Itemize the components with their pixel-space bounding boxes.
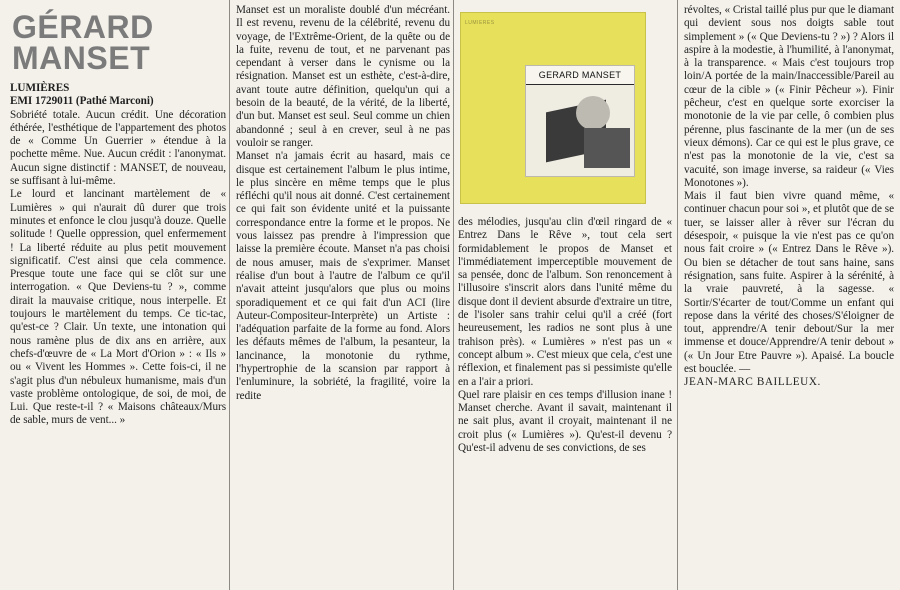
column-rule (229, 0, 230, 590)
cover-face (576, 96, 610, 130)
album-title: LUMIÈRES (10, 82, 70, 94)
article-title (12, 9, 226, 76)
record-label: EMI 1729011 (Pathé Marconi) (10, 95, 154, 108)
paragraph: des mélodies, jusqu'au clin d'œil ringard de « Entrez Dans le Rêve », tout cela sert formidablement le propos de Manset et l'immédiatement imperceptible mouvement de sa pensée, donc de l'album. Son renoncement à l'illusoire s'inscrit alors dans l'unité même du disque dont il devient absurde d'extraire un titre, de l'isoler sans trahir celui qu'il a créé (fort heureusement, les radios ne sont plus à une trahison près). « Lumières » n'est pas un « concept album ». C'est mieux que cela, c'est une réflexion, et finalement pas si pessimiste qu'elle en a l'air a priori. (458, 216, 672, 388)
cover-shape (584, 128, 630, 168)
column-rule (677, 0, 678, 590)
paragraph: Le lourd et lancinant martèlement de « Lumières » qui n'aurait dû durer que trois minutes et enfonce le clou jusqu'à douze. Quelle solitude ! Quelle oppression, quel enfermement ! La liberté réduite au plus petit mouvement significatif. C'est ainsi que cela commence. Presque toute une face qui se clôt sur une interrogation. « Que Deviens-tu ? », comme dirait la mauvaise critique, nous interpelle. Et toujours le martèlement du temps. Ce tic-tac, qu'est-ce ? Clair. Un texte, une intonation qui nous ramène plus de dix ans en arrière, aux chefs-d'œuvre de « La Mort d'Orion » : « Ils » ou « Vivent les Hommes ». Cette fois-ci, il ne s'agit plus d'un nébuleux humanisme, mais d'un vaste problème ontologique, de soi, de moi, de Lui. Que reste-t-il ? « Maisons châteaux/Murs de sable, murs de vent... » (10, 188, 226, 427)
album-cover-image (460, 12, 646, 204)
paragraph: Mais il faut bien vivre quand même, « continuer chacun pour soi », et plutôt que de se tuer, se laisser aller à rêver sur l'écran du désespoir, « puisque la vie n'est pas ce qu'on nous fait croire » (« Entrez Dans le Rêve »). Ou bien se détacher de tout sans haine, sans résignation, sans fuite. Aspirer à la sérénité, à la vraie pauvreté, à la sagesse. « Sortir/S'écarter de tout/Comme un enfant qui repose dans la vérité des choses/S'éloigner de tout, apprendre/A tenir debout/Sur la mer immense et douce/Apprendre/A tenir debout » (« Un Jour Etre Pauvre »). Apaisé. La boucle est bouclée. — (684, 190, 894, 376)
paragraph: Manset n'a jamais écrit au hasard, mais ce disque est certainement l'album le plus intime, le plus sincère en même temps que le plus réfléchi qu'il nous ait donné. C'est certainement ce qui fait son évidente unité et la puissante correspondance entre la forme et le propos. Ne vous laissez pas prendre à l'impression que laisse la première écoute. Manset n'a pas choisi de nous amuser, mais de s'exprimer. Manset réalise d'un bout à l'autre de l'album ce qu'il n'avait atteint jusqu'alors que plus ou moins sporadiquement et ce qui fait d'un ACI (lire Auteur-Compositeur-Interprète) un Artiste : l'adéquation parfaite de la forme au fond. Alors les défauts mêmes de l'album, la pesanteur, la lancinance, la monotonie du rythme, l'hypertrophie de la scansion par rapport à l'enluminure, la sobriété, la fragilité, voire la redite (236, 150, 450, 402)
column-1 (10, 4, 226, 586)
paragraph: Quel rare plaisir en ces temps d'illusion inane ! Manset cherche. Avant il savait, maintenant il ne sait plus, avant il croyait, maintenant il ne croit plus (« Lumières »). Qu'est-il devenu ? Qu'est-il advenu de ses convictions, de ses (458, 388, 672, 455)
paragraph: Manset est un moraliste doublé d'un mécréant. Il est revenu, revenu de la célébrité, revenu du voyage, de l'Extrême-Orient, de la quête ou de la fuite, revenu de tout, et ne parvenant pas cependant à verser dans le cynisme ou la résignation. Manset est un esthète, c'est-à-dire, avant toute autre définition, quelqu'un qui a besoin de la beauté, de la vérité, de la liberté, d'un but. Manset est seul. Seul comme un chien abandonné ; seul à en crever, seul à ne pas vouloir se ranger. (236, 4, 450, 149)
column-4 (684, 4, 894, 586)
column-rule (453, 0, 454, 590)
column-3 (458, 4, 672, 586)
cover-strip-text: LUMIERES (465, 20, 495, 26)
paragraph: révoltes, « Cristal taillé plus pur que le diamant qui devient sous nos doigts sable tout simplement » (« Que Deviens-tu ? ») ? Alors il aspire à la modestie, à l'humilité, à l'anonymat, à la transparence. « Mais c'est toujours trop loin/A portée de la main/Inaccessible/Pareil au cœur de la cible » (« Finir Pêcheur »). Finir pêcheur, c'est en quelque sorte exorciser la monotonie de la vie par celle, ô combien plus pérenne, plus fascinante de la mer (un de ses vieux démons). Car ce qui est le plus grave, ce n'est pas la monotonie de la vie, c'est sa vacuité, son image inverse, sa raideur (« Vies Monotones »). (684, 4, 894, 189)
cover-artist-band: GERARD MANSET (526, 66, 634, 85)
paragraph: Sobriété totale. Aucun crédit. Une décoration éthérée, l'esthétique de l'appartement des photos de « Comme Un Guerrier » étendue à la pochette même. Nue. Aucun crédit : l'anonymat. Aucun signe distinctif : MANSET, de nouveau, se suffisant à lui-même. (10, 108, 226, 188)
title-line-1: GÉRARD (12, 9, 154, 45)
column-2 (236, 4, 450, 586)
title-line-2: MANSET (12, 40, 151, 76)
author-signature: JEAN-MARC BAILLEUX. (684, 376, 821, 389)
cover-artwork (525, 65, 635, 177)
